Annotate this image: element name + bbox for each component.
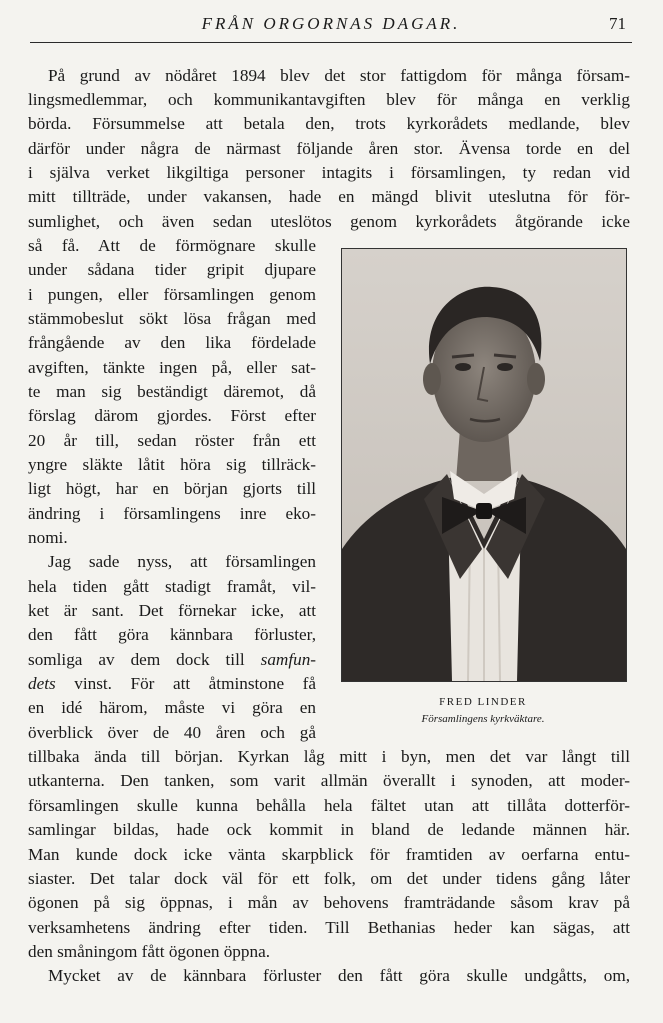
text-line: yngre släkte låtit höra sig tillräck- xyxy=(28,455,316,474)
portrait-illustration xyxy=(342,249,626,681)
text-line: tillbaka ända till början. Kyrkan låg mitt i byn, men det var långt till xyxy=(28,747,630,766)
text-line: På grund av nödåret 1894 blev det stor fattigdom för många försam- xyxy=(48,66,630,85)
photo-caption-role: Församlingens kyrkväktare. xyxy=(421,713,545,725)
text-line: församlingen skulle kunna behålla hela fältet utan att tillåta dotterför- xyxy=(28,796,630,815)
text-line: ögonen på sig öppnas, i mån av behovens framträdande såsom krav på xyxy=(28,893,630,912)
text-line: förslag därom gjordes. Först efter xyxy=(28,406,316,425)
text-line: hela tiden gått stadigt framåt, vil- xyxy=(28,577,316,596)
italic-word: samfun- xyxy=(260,650,317,669)
text-line xyxy=(28,672,316,696)
italic-word: dets xyxy=(28,674,56,693)
text-line: ligt högt, har en början gjorts till xyxy=(28,479,316,498)
text-line: Mycket av de kännbara förluster den fått göra skulle undgåtts, om, xyxy=(48,966,630,985)
text-segment: vinst. För att åtminstone få xyxy=(74,674,317,693)
text-line: i själva verket likgiltiga personer intagits i församlingen, ty redan vid xyxy=(28,163,630,182)
text-line: under sådana tider gripit djupare xyxy=(28,260,316,279)
text-line: stämmobeslut sökt lösa frågan med xyxy=(28,309,316,328)
text-line: börda. Försummelse att betala den, trots kyrkorådets medlande, blev xyxy=(28,114,630,133)
text-line: den fått göra kännbara förluster, xyxy=(28,625,316,644)
running-title: FRÅN ORGORNAS DAGAR. xyxy=(201,14,461,33)
text-line: avgiften, tänkte ingen på, eller sat- xyxy=(28,358,316,377)
text-line: en idé härom, måste vi göra en xyxy=(28,698,316,717)
text-line: överblick över de 40 åren och gå xyxy=(28,723,316,742)
text-line: Man kunde dock icke vänta skarpblick för framtiden av oerfarna entu- xyxy=(28,845,630,864)
text-line: 20 år till, sedan röster från ett xyxy=(28,431,316,450)
text-line: så få. Att de förmögnare skulle xyxy=(28,236,316,255)
text-line: sumlighet, och även sedan uteslötos genom kyrkorådets åtgörande icke xyxy=(28,212,630,231)
text-line: mitt tillträde, under vakansen, hade en mängd blivit uteslutna för för- xyxy=(28,187,630,206)
text-line: samlingar bildas, hade ock kommit in bland de ledande männen här. xyxy=(28,820,630,839)
text-line: siaster. Det talar dock väl för ett folk, om det under tidens gång låter xyxy=(28,869,630,888)
page-number: 71 xyxy=(609,14,626,33)
text-line: utkanterna. Den tanken, som varit allmän överallt i synoden, att moder- xyxy=(28,771,630,790)
text-line: Jag sade nyss, att församlingen xyxy=(48,552,316,571)
text-line: ket är sant. Det förnekar icke, att xyxy=(28,601,316,620)
text-line xyxy=(28,648,316,672)
text-line: i pungen, eller församlingen genom xyxy=(28,285,316,304)
text-line: frångående av den lika fördelade xyxy=(28,333,316,352)
text-line: därför under några de närmast följande åren stor. Ävensa torde en del xyxy=(28,139,630,158)
text-line: lingsmedlemmar, och kommunikantavgiften blev för många en verklig xyxy=(28,90,630,109)
text-segment: somliga av dem dock till xyxy=(28,650,245,669)
text-line: ändring i församlingens inre eko- xyxy=(28,504,316,523)
text-line: nomi. xyxy=(28,528,68,547)
portrait-photo xyxy=(341,248,627,682)
text-line: den småningom fått ögonen öppna. xyxy=(28,942,271,961)
text-line: verksamhetens ändring efter tiden. Till Bethanias heder kan sägas, att xyxy=(28,918,630,937)
photo-caption-name: FRED LINDER xyxy=(439,696,527,708)
running-header xyxy=(30,8,632,43)
text-line: te man sig beständigt däremot, då xyxy=(28,382,316,401)
